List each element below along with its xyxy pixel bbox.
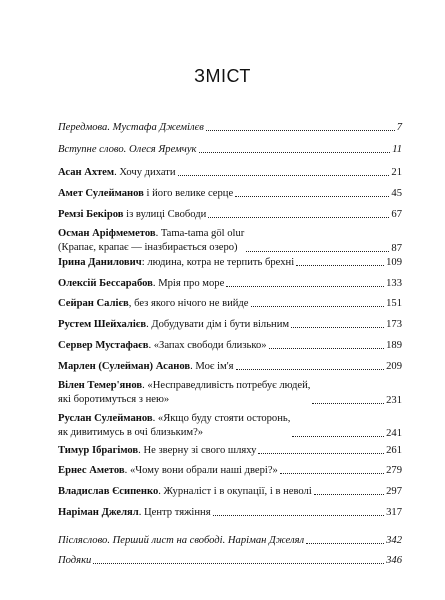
leader-dots [306, 543, 384, 544]
leader-dots [292, 436, 384, 437]
toc-entry [58, 318, 402, 331]
leader-dots [269, 348, 385, 349]
toc-entry-text: Післяслово. Перший лист на свободі. Наріман Джелял [58, 535, 305, 546]
toc-entry [58, 256, 402, 269]
toc-entry [58, 187, 402, 200]
leader-dots [236, 369, 385, 370]
toc-entry-text: Сейран Салієв, без якого нічого не вийде [58, 298, 249, 309]
toc-entry [58, 166, 402, 179]
toc-entry-page: 346 [386, 555, 402, 566]
toc-entry [58, 297, 402, 310]
toc-entry-page: 11 [392, 144, 402, 155]
toc-entry-text: Руслан Сулейманов. «Якщо буду стояти осторонь, як дивитимусь в очі близьким?» [58, 413, 291, 438]
toc-entry [58, 227, 402, 255]
leader-dots [235, 196, 389, 197]
toc-entry [58, 444, 402, 457]
leader-dots [208, 217, 389, 218]
toc-entry-text: Осман Аріфмеметов. Tama-tama göl olur (Крапає, крапає — іназбирається озеро) [58, 228, 245, 253]
toc-entry-page: 231 [386, 395, 402, 406]
toc-entry-text: Вступне слово. Олеся Яремчук [58, 144, 197, 155]
leader-dots [312, 403, 384, 404]
toc-entry-text: Ірина Данилович: людина, котра не терпить брехні [58, 257, 295, 268]
toc-entry-text: Владислав Єсипенко. Журналіст і в окупації, і в неволі [58, 486, 312, 497]
toc-entry-page: 189 [386, 340, 402, 351]
toc-entry [58, 208, 402, 221]
toc-entry [58, 506, 402, 519]
toc-entry-page: 297 [386, 486, 402, 497]
toc-entry-text: Ернес Аметов. «Чому вони обрали наші двері?» [58, 465, 278, 476]
toc-entry [58, 554, 402, 567]
toc-entry-text: Подяки [58, 555, 92, 566]
leader-dots [213, 515, 385, 516]
toc-entry-text: Марлен (Сулейман) Асанов. Моє ім'я [58, 361, 234, 372]
leader-dots [296, 265, 384, 266]
leader-dots [314, 494, 384, 495]
toc-entry [58, 339, 402, 352]
toc-entry-page: 317 [386, 507, 402, 518]
leader-dots [226, 286, 384, 287]
leader-dots [258, 453, 384, 454]
toc-entry-text: Амет Сулейманов і його велике серце [58, 188, 234, 199]
toc-entry [58, 464, 402, 477]
toc-entry-page: 109 [386, 257, 402, 268]
toc-entry-page: 87 [391, 243, 402, 254]
leader-dots [246, 251, 389, 252]
toc-entry-text: Наріман Джелял. Центр тяжіння [58, 507, 211, 518]
toc-entry-text: Рустем Шейхалієв. Добудувати дім і бути вільним [58, 319, 290, 330]
toc-entry-text: Вілен Темер'янов. «Несправедливість потребує людей, які боротимуться з нею» [58, 380, 311, 405]
toc-entry [58, 277, 402, 290]
leader-dots [93, 563, 384, 564]
toc-entry [58, 379, 402, 407]
toc-entry-page: 133 [386, 278, 402, 289]
toc-entry [58, 534, 402, 547]
toc-entry-page: 241 [386, 428, 402, 439]
toc-entry [58, 360, 402, 373]
toc-entry [58, 121, 402, 134]
toc-entry-text: Олексій Бессарабов. Мрія про море [58, 278, 225, 289]
toc-entry-page: 209 [386, 361, 402, 372]
toc-entry-text: Ремзі Бекіров із вулиці Свободи [58, 209, 207, 220]
toc-entry-page: 173 [386, 319, 402, 330]
toc-entry-text: Передмова. Мустафа Джемілєв [58, 122, 204, 133]
toc-entry [58, 485, 402, 498]
toc-entry-page: 45 [391, 188, 402, 199]
page-title: ЗМІСТ [194, 66, 251, 86]
toc-entry-page: 67 [391, 209, 402, 220]
leader-dots [280, 473, 384, 474]
toc-entry-page: 21 [391, 167, 402, 178]
leader-dots [291, 327, 384, 328]
toc-entry [58, 143, 402, 156]
leader-dots [178, 175, 390, 176]
toc-entry-text: Сервер Мустафаєв. «Запах свободи близько» [58, 340, 267, 351]
leader-dots [251, 306, 385, 307]
toc-entry-text: Асан Ахтем. Хочу дихати [58, 167, 176, 178]
toc-entry-page: 342 [386, 535, 402, 546]
toc-entry [58, 412, 402, 440]
toc-entry-page: 151 [386, 298, 402, 309]
leader-dots [206, 130, 395, 131]
toc-entry-text: Тимур Ібрагімов. Не зверну зі свого шляху [58, 445, 257, 456]
toc-entry-page: 279 [386, 465, 402, 476]
leader-dots [199, 152, 391, 153]
toc-entry-page: 7 [396, 122, 402, 133]
toc-entry-page: 261 [386, 445, 402, 456]
